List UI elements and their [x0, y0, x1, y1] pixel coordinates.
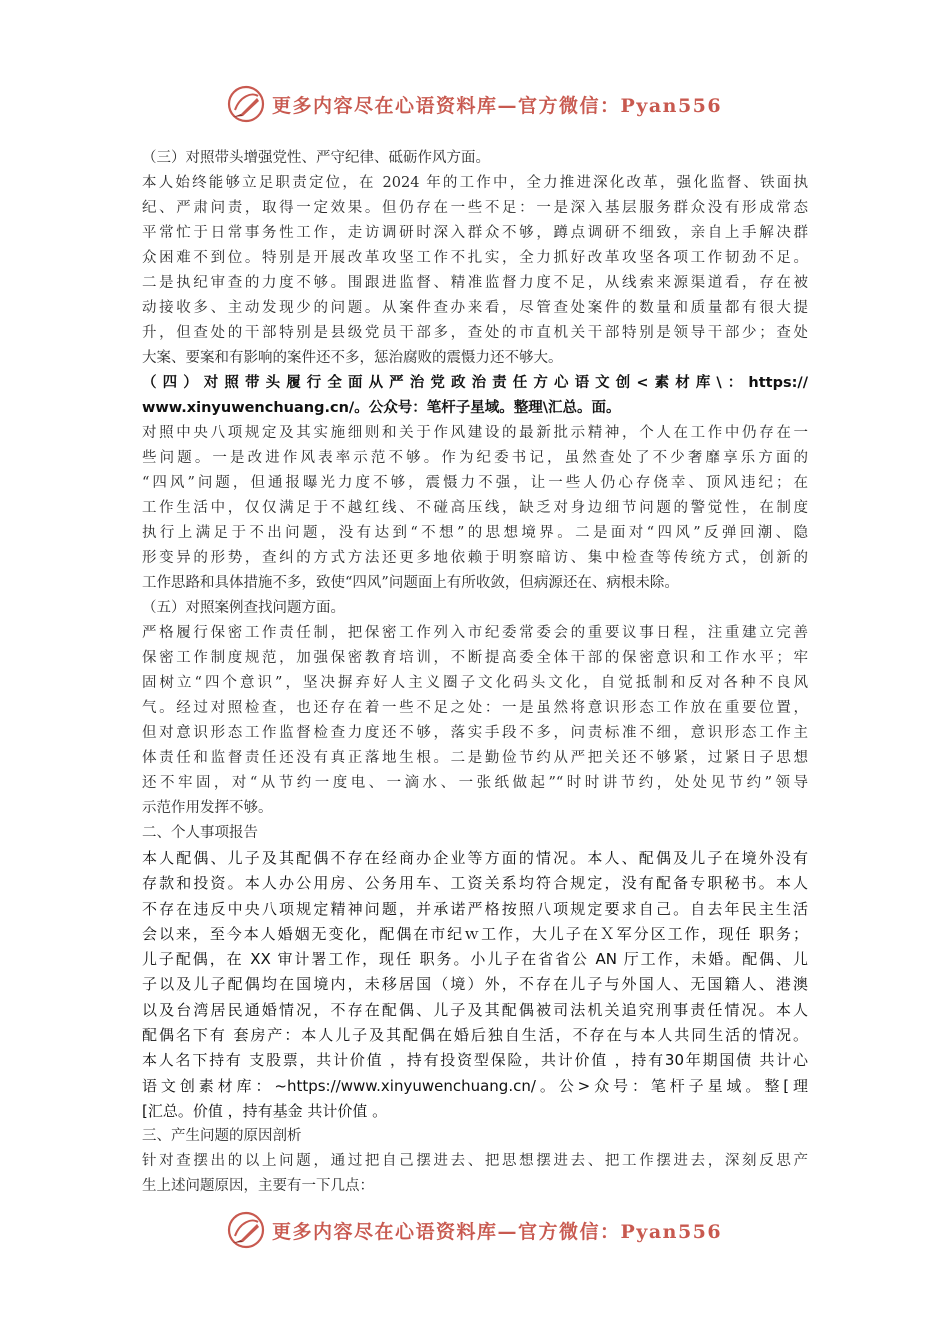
text-line: （四）对照带头履行全面从严治党政治责任方心语文创<素材库\：https:// — [142, 375, 808, 391]
text-line: 配偶名下有 套房产：本人儿子及其配偶在婚后独自生活，不存在与本人共同生活的情况。 — [142, 1026, 808, 1045]
text-line: 二是执纪审查的力度不够。围跟进监督、精准监督力度不足，从线索来源渠道看，存在被 — [142, 275, 808, 291]
text-line: 本人名下持有 支股票，共计价值 ，持有投资型保险，共计价值 ，持有30年期国债 共计心 — [142, 1051, 808, 1070]
text-line: 固树立“四个意识”，坚决摒弃好人主义圈子文化码头文化，自觉抵制和反对各种不良风 — [142, 675, 808, 691]
text-line: 动接收多、主动发现少的问题。从案件查办来看，尽管查处案件的数量和质量都有很大提 — [142, 300, 808, 316]
text-line: www.xinyuwenchuang.cn/。公众号：笔杆子星域。整理\汇总。面。 — [142, 400, 621, 416]
text-line: 升，但查处的干部特别是县级党员干部多，查处的市直机关干部特别是领导干部少；查处 — [142, 325, 808, 341]
section-heading-3: （三）对照带头增强党性、严守纪律、砥砺作风方面。 — [142, 150, 490, 166]
pen-logo-icon — [226, 1210, 266, 1250]
text-line: “四风”问题，但通报曝光力度不够，震慑力不强，让一些人仍心存侥幸、顶风违纪；在 — [142, 475, 808, 491]
text-line: 本人配偶、儿子及其配偶不存在经商办企业等方面的情况。本人、配偶及儿子在境外没有 — [142, 849, 808, 867]
text-line: 平常忙于日常事务性工作，走访调研时深入群众不够，蹲点调研不细致，亲自上手解决群 — [142, 225, 808, 241]
section-heading-personal: 二、个人事项报告 — [142, 825, 258, 841]
section-heading-5: （五）对照案例查找问题方面。 — [142, 600, 345, 616]
text-line: [汇总。价值 ，持有基金 共计价值 。 — [142, 1101, 388, 1120]
pen-logo-icon — [226, 84, 266, 124]
text-line: 存款和投资。本人办公用房、公务用车、工资关系均符合规定，没有配备专职秘书。本人 — [142, 874, 808, 893]
section-heading-4 — [142, 371, 808, 421]
text-line: 本人始终能够立足职责定位，在 2024 年的工作中，全力推进深化改革，强化监督、铁面执 — [142, 175, 808, 191]
text-line: 会以来，至今本人婚姻无变化，配偶在市纪ｗ工作，大儿子在Ｘ军分区工作，现任 职务； — [142, 924, 808, 943]
text-line: 些问题。一是改进作风表率示范不够。作为纪委书记，虽然查处了不少奢靡享乐方面的 — [142, 450, 808, 466]
text-line: 还不牢固，对“从节约一度电、一滴水、一张纸做起”“时时讲节约，处处见节约”领导 — [142, 775, 808, 791]
text-line: 对照中央八项规定及其实施细则和关于作风建设的最新批示精神，个人在工作中仍存在一 — [142, 425, 808, 441]
paragraph-personal — [142, 846, 808, 1124]
text-line: 气。经过对照检查，也还存在着一些不足之处：一是虽然将意识形态工作放在重要位置， — [142, 700, 808, 716]
text-line: 工作思路和具体措施不多，致使“四风”问题面上有所收敛，但病源还在、病根未除。 — [142, 575, 679, 591]
section-heading-cause: 三、产生问题的原因剖析 — [142, 1128, 302, 1145]
text-line: 大案、要案和有影响的案件还不多，惩治腐败的震慑力还不够大。 — [142, 350, 563, 366]
paragraph-4 — [142, 421, 808, 596]
text-line: 纪、严肃问责，取得一定效果。但仍存在一些不足：一是深入基层服务群众没有形成常态 — [142, 200, 808, 216]
banner-text: 更多内容尽在心语资料库—官方微信：Pyan556 — [272, 1220, 723, 1243]
text-line: 生上述问题原因，主要有一下几点： — [142, 1178, 374, 1195]
paragraph-3 — [142, 171, 808, 371]
document-body — [142, 146, 808, 1199]
text-line: 语文创素材库：~https://www.xinyuwenchuang.cn/。公>众号：笔杆子星域。整[理 — [142, 1076, 808, 1095]
footer-banner — [226, 1208, 722, 1252]
paragraph-5 — [142, 621, 808, 821]
text-line: 形变异的形势，查纠的方式方法还更多地依赖于明察暗访、集中检查等传统方式，创新的 — [142, 550, 808, 566]
text-line: 保密工作制度规范，加强保密教育培训，不断提高委全体干部的保密意识和工作水平；牢 — [142, 650, 808, 666]
text-line: 执行上满足于不出问题，没有达到“不想”的思想境界。二是面对“四风”反弹回潮、隐 — [142, 525, 808, 541]
text-line: 但对意识形态工作监督检查力度还不够，落实手段不多，问责标准不细，意识形态工作主 — [142, 725, 808, 741]
text-line: 工作生活中，仅仅满足于不越红线、不碰高压线，缺乏对身边细节问题的警觉性，在制度 — [142, 500, 808, 516]
text-line: 以及台湾居民通婚情况，不存在配偶、儿子及其配偶被司法机关追究刑事责任情况。本人 — [142, 1000, 808, 1019]
header-banner — [226, 82, 722, 126]
text-line: 众困难不到位。特别是开展改革攻坚工作不扎实，全力抓好改革攻坚各项工作韧劲不足。 — [142, 250, 808, 266]
text-line: 针对查摆出的以上问题，通过把自己摆进去、把思想摆进去、把工作摆进去，深刻反思产 — [142, 1153, 808, 1170]
text-line: 严格履行保密工作责任制，把保密工作列入市纪委常委会的重要议事日程，注重建立完善 — [142, 625, 808, 641]
text-line: 体责任和监督责任还没有真正落地生根。二是勤俭节约从严把关还不够紧，过紧日子思想 — [142, 750, 808, 766]
text-line: 示范作用发挥不够。 — [142, 800, 273, 816]
text-line: 子以及儿子配偶均在国境内，未移居国（境）外，不存在儿子与外国人、无国籍人、港澳 — [142, 975, 808, 994]
text-line: 不存在违反中央八项规定精神问题，并承诺严格按照八项规定要求自己。自去年民主生活 — [142, 899, 808, 918]
paragraph-cause — [142, 1149, 808, 1199]
banner-text: 更多内容尽在心语资料库—官方微信：Pyan556 — [272, 94, 723, 117]
text-line: 儿子配偶，在 XX 审计署工作，现任 职务。小儿子在省省公 AN 厅工作，未婚。配偶、儿 — [142, 950, 808, 969]
